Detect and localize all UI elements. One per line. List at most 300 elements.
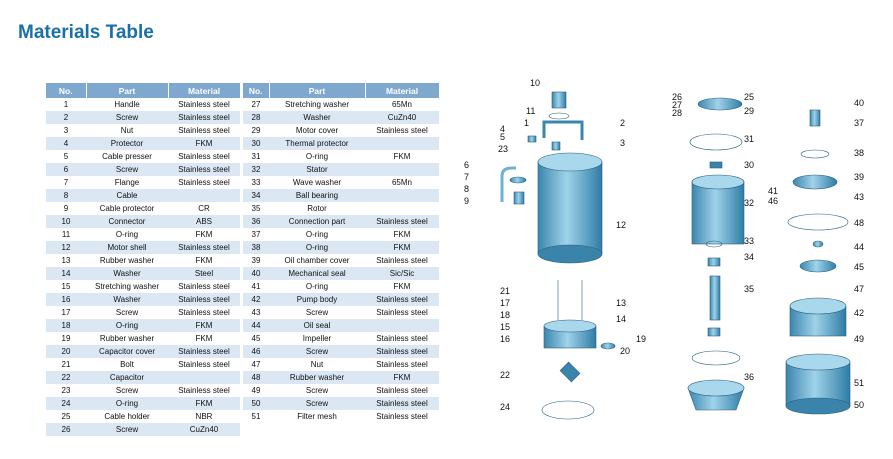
cell-no: 28 xyxy=(243,111,269,124)
table-row xyxy=(46,254,240,267)
table-row xyxy=(46,371,240,384)
table-row xyxy=(243,176,439,189)
cell-material: Sic/Sic xyxy=(365,267,439,280)
callout-label-51: 51 xyxy=(854,378,865,388)
cell-no: 6 xyxy=(46,163,86,176)
cell-material: Stainless steel xyxy=(168,150,240,163)
callout-label-38: 38 xyxy=(854,148,865,158)
cell-no: 38 xyxy=(243,241,269,254)
cell-part: Bolt xyxy=(86,358,168,371)
table-row xyxy=(46,384,240,397)
table-row xyxy=(46,163,240,176)
connector-part xyxy=(552,92,566,108)
table-row xyxy=(243,111,439,124)
cell-no: 23 xyxy=(46,384,86,397)
cell-part: Screw xyxy=(86,111,168,124)
o-ring-part xyxy=(692,351,740,365)
cell-part: Screw xyxy=(86,423,168,436)
cell-no: 26 xyxy=(46,423,86,436)
cell-part: Cable protector xyxy=(86,202,168,215)
cell-material: FKM xyxy=(168,332,240,345)
cell-material: Stainless steel xyxy=(168,163,240,176)
callout-label-40: 40 xyxy=(854,98,865,108)
cell-no: 2 xyxy=(46,111,86,124)
cell-part: Stretching washer xyxy=(269,98,365,111)
cell-material: Stainless steel xyxy=(168,345,240,358)
cell-material: Stainless steel xyxy=(365,254,439,267)
table-row xyxy=(243,332,439,345)
table-row xyxy=(243,124,439,137)
handle-part xyxy=(544,122,582,140)
o-ring-part xyxy=(801,150,829,158)
callout-label-41: 41 xyxy=(768,186,779,196)
callout-label-13: 13 xyxy=(616,298,627,308)
cell-no: 41 xyxy=(243,280,269,293)
cell-material: Stainless steel xyxy=(365,410,439,423)
filter-mesh-bottom xyxy=(786,398,850,414)
cell-material: FKM xyxy=(168,319,240,332)
flange-part xyxy=(510,177,526,183)
cell-no: 48 xyxy=(243,371,269,384)
cell-no: 20 xyxy=(46,345,86,358)
callout-label-14: 14 xyxy=(616,314,627,324)
table-row xyxy=(243,358,439,371)
cell-part: Capacitor cover xyxy=(86,345,168,358)
cell-material: Stainless steel xyxy=(168,124,240,137)
col-header-material: Material xyxy=(365,83,439,98)
cell-part: Protector xyxy=(86,137,168,150)
cell-material: Steel xyxy=(168,267,240,280)
cell-part: Flange xyxy=(86,176,168,189)
callout-label-26: 26 xyxy=(672,92,683,102)
cell-material xyxy=(365,319,439,332)
callout-label-32: 32 xyxy=(744,198,755,208)
table-row xyxy=(46,189,240,202)
callout-label-20: 20 xyxy=(620,346,631,356)
stator-top xyxy=(692,175,744,189)
table-row xyxy=(46,228,240,241)
cell-no: 44 xyxy=(243,319,269,332)
cell-no: 49 xyxy=(243,384,269,397)
table-row xyxy=(46,358,240,371)
cell-part: Screw xyxy=(86,163,168,176)
cell-material: 65Mn xyxy=(365,176,439,189)
callout-label-9: 9 xyxy=(464,196,470,206)
callout-label-2: 2 xyxy=(620,118,626,128)
stator-part xyxy=(692,182,744,244)
motor-cover-part xyxy=(698,98,742,110)
ball-bearing-part xyxy=(708,258,720,266)
cell-part: Handle xyxy=(86,98,168,111)
oil-seal-part xyxy=(813,241,823,247)
cell-material: NBR xyxy=(168,410,240,423)
cell-part: Capacitor xyxy=(86,371,168,384)
cell-material: Stainless steel xyxy=(365,345,439,358)
cell-material: Stainless steel xyxy=(168,293,240,306)
callout-label-24: 24 xyxy=(500,402,511,412)
cell-part: Cable xyxy=(86,189,168,202)
cell-no: 11 xyxy=(46,228,86,241)
cell-material xyxy=(365,163,439,176)
table-row xyxy=(46,215,240,228)
cell-material: Stainless steel xyxy=(365,332,439,345)
cell-no: 43 xyxy=(243,306,269,319)
mechanical-seal-part xyxy=(810,110,820,126)
table-row xyxy=(243,163,439,176)
table-row xyxy=(46,280,240,293)
cell-no: 47 xyxy=(243,358,269,371)
cell-no: 10 xyxy=(46,215,86,228)
table-row xyxy=(243,137,439,150)
cell-no: 40 xyxy=(243,267,269,280)
impeller-part xyxy=(800,260,836,272)
cell-no: 37 xyxy=(243,228,269,241)
exploded-pump-diagram xyxy=(440,70,888,450)
table-row xyxy=(46,293,240,306)
callout-label-19: 19 xyxy=(636,334,647,344)
cell-part: Screw xyxy=(269,384,365,397)
table-row xyxy=(46,124,240,137)
rubber-washer-part xyxy=(601,343,615,349)
cell-part: O-ring xyxy=(86,228,168,241)
cell-no: 18 xyxy=(46,319,86,332)
cell-no: 32 xyxy=(243,163,269,176)
callout-label-39: 39 xyxy=(854,172,865,182)
col-header-no: No. xyxy=(46,83,86,98)
cell-material: Stainless steel xyxy=(168,176,240,189)
cell-part: Cable holder xyxy=(86,410,168,423)
motor-shell-part xyxy=(538,162,602,254)
cell-no: 34 xyxy=(243,189,269,202)
cell-no: 25 xyxy=(46,410,86,423)
cell-part: Screw xyxy=(86,384,168,397)
callout-label-21: 21 xyxy=(500,286,511,296)
table-row xyxy=(243,228,439,241)
cell-material: Stainless steel xyxy=(365,358,439,371)
table-row xyxy=(243,280,439,293)
cable-presser-part xyxy=(552,142,560,150)
callout-label-46: 46 xyxy=(768,196,779,206)
table-row xyxy=(46,137,240,150)
cell-material: Stainless steel xyxy=(365,306,439,319)
table-row xyxy=(243,202,439,215)
callout-label-27: 27 xyxy=(672,100,683,110)
callout-label-37: 37 xyxy=(854,118,865,128)
callout-label-16: 16 xyxy=(500,334,511,344)
cell-part: Wave washer xyxy=(269,176,365,189)
table-row xyxy=(46,410,240,423)
table-body xyxy=(46,98,240,436)
callout-label-47: 47 xyxy=(854,284,865,294)
rotor-part xyxy=(710,276,720,320)
capacitor-part xyxy=(560,362,580,382)
cell-part: Rotor xyxy=(269,202,365,215)
connection-part-top xyxy=(688,380,744,396)
cell-part: Motor shell xyxy=(86,241,168,254)
cell-part: Cable presser xyxy=(86,150,168,163)
cell-part: O-ring xyxy=(269,241,365,254)
cell-material xyxy=(365,189,439,202)
callout-label-5: 5 xyxy=(500,132,506,142)
table-row xyxy=(46,345,240,358)
callout-label-22: 22 xyxy=(500,370,511,380)
cell-part: Thermal protector xyxy=(269,137,365,150)
cell-material: Stainless steel xyxy=(365,293,439,306)
callout-label-15: 15 xyxy=(500,322,511,332)
cell-material: ABS xyxy=(168,215,240,228)
callout-label-44: 44 xyxy=(854,242,865,252)
pump-body-top xyxy=(790,298,846,314)
cell-no: 22 xyxy=(46,371,86,384)
cell-material: FKM xyxy=(168,397,240,410)
motor-shell-top xyxy=(538,153,602,171)
cell-part: O-ring xyxy=(269,150,365,163)
callout-label-1: 1 xyxy=(524,118,530,128)
table-row xyxy=(243,150,439,163)
cell-no: 8 xyxy=(46,189,86,202)
cell-part: Screw xyxy=(269,397,365,410)
materials-table-left xyxy=(46,83,241,436)
table-body xyxy=(243,98,439,423)
cell-part: Screw xyxy=(269,345,365,358)
cell-material: Stainless steel xyxy=(168,358,240,371)
callout-label-6: 6 xyxy=(464,160,470,170)
motor-shell-bottom xyxy=(538,245,602,263)
cell-material: FKM xyxy=(365,280,439,293)
table-row xyxy=(46,176,240,189)
callout-label-17: 17 xyxy=(500,298,511,308)
cell-part: Impeller xyxy=(269,332,365,345)
cell-part: Stretching washer xyxy=(86,280,168,293)
callout-label-11: 11 xyxy=(526,106,536,116)
callout-label-4: 4 xyxy=(500,124,506,134)
cell-no: 29 xyxy=(243,124,269,137)
callout-label-7: 7 xyxy=(464,172,470,182)
cell-no: 12 xyxy=(46,241,86,254)
table-header-row xyxy=(243,83,439,98)
cell-no: 36 xyxy=(243,215,269,228)
cell-material xyxy=(365,202,439,215)
table-row xyxy=(46,306,240,319)
callout-label-45: 45 xyxy=(854,262,865,272)
cell-part: Connector xyxy=(86,215,168,228)
filter-mesh-top xyxy=(786,354,850,370)
cell-no: 50 xyxy=(243,397,269,410)
cell-material: CuZn40 xyxy=(168,423,240,436)
cell-no: 16 xyxy=(46,293,86,306)
cell-material: Stainless steel xyxy=(365,215,439,228)
cell-part: O-ring xyxy=(86,319,168,332)
cell-no: 14 xyxy=(46,267,86,280)
cell-material: Stainless steel xyxy=(168,384,240,397)
cell-material xyxy=(168,189,240,202)
callout-label-34: 34 xyxy=(744,252,755,262)
cell-part: Oil chamber cover xyxy=(269,254,365,267)
cell-material: Stainless steel xyxy=(168,111,240,124)
cell-material: FKM xyxy=(168,254,240,267)
cell-no: 15 xyxy=(46,280,86,293)
col-header-part: Part xyxy=(86,83,168,98)
cell-no: 46 xyxy=(243,345,269,358)
cell-part: Screw xyxy=(86,306,168,319)
cell-no: 24 xyxy=(46,397,86,410)
cell-material: Stainless steel xyxy=(168,98,240,111)
cell-no: 3 xyxy=(46,124,86,137)
thermal-protector-part xyxy=(710,162,722,168)
o-ring-part xyxy=(549,113,569,119)
cell-no: 39 xyxy=(243,254,269,267)
cell-no: 1 xyxy=(46,98,86,111)
cell-part: Washer xyxy=(86,293,168,306)
cell-part: Connection part xyxy=(269,215,365,228)
cell-part: Ball bearing xyxy=(269,189,365,202)
table-row xyxy=(243,241,439,254)
table-row xyxy=(46,202,240,215)
cell-material: Stainless steel xyxy=(365,384,439,397)
cell-no: 42 xyxy=(243,293,269,306)
cell-material: FKM xyxy=(365,241,439,254)
cell-part: O-ring xyxy=(86,397,168,410)
cell-material: Stainless steel xyxy=(365,124,439,137)
callout-label-42: 42 xyxy=(854,308,865,318)
cell-material: Stainless steel xyxy=(365,397,439,410)
table-row xyxy=(46,423,240,436)
cell-material xyxy=(168,371,240,384)
cell-material: CR xyxy=(168,202,240,215)
table-row xyxy=(243,293,439,306)
col-header-no: No. xyxy=(243,83,269,98)
cell-material: FKM xyxy=(365,228,439,241)
table-row xyxy=(46,267,240,280)
table-row xyxy=(243,98,439,111)
col-header-part: Part xyxy=(269,83,365,98)
cell-part: Stator xyxy=(269,163,365,176)
table-row xyxy=(46,332,240,345)
callout-label-33: 33 xyxy=(744,236,755,246)
cell-no: 27 xyxy=(243,98,269,111)
cell-part: O-ring xyxy=(269,280,365,293)
callout-label-18: 18 xyxy=(500,310,511,320)
table-row xyxy=(243,384,439,397)
cell-no: 13 xyxy=(46,254,86,267)
callout-label-10: 10 xyxy=(530,78,541,88)
cell-material: Stainless steel xyxy=(168,306,240,319)
table-row xyxy=(243,267,439,280)
cell-part: Rubber washer xyxy=(269,371,365,384)
callout-label-23: 23 xyxy=(498,144,509,154)
cell-part: Rubber washer xyxy=(86,332,168,345)
cell-part: Screw xyxy=(269,306,365,319)
callout-label-25: 25 xyxy=(744,92,755,102)
table-row xyxy=(46,397,240,410)
callout-label-50: 50 xyxy=(854,400,865,410)
table-row xyxy=(243,397,439,410)
cell-material xyxy=(365,137,439,150)
protector-part xyxy=(528,136,536,142)
cable-protector-part xyxy=(514,192,524,204)
cell-material: FKM xyxy=(168,137,240,150)
cell-no: 30 xyxy=(243,137,269,150)
cell-part: Nut xyxy=(269,358,365,371)
callout-label-29: 29 xyxy=(744,106,755,116)
cell-part: O-ring xyxy=(269,228,365,241)
callout-label-43: 43 xyxy=(854,192,865,202)
o-ring-part xyxy=(690,134,742,150)
cell-part: Mechanical seal xyxy=(269,267,365,280)
callout-label-49: 49 xyxy=(854,334,865,344)
col-header-material: Material xyxy=(168,83,240,98)
cell-no: 17 xyxy=(46,306,86,319)
cell-part: Filter mesh xyxy=(269,410,365,423)
materials-table-right xyxy=(243,83,440,423)
cell-no: 7 xyxy=(46,176,86,189)
table-row xyxy=(243,345,439,358)
cell-no: 31 xyxy=(243,150,269,163)
cell-no: 9 xyxy=(46,202,86,215)
callout-label-3: 3 xyxy=(620,138,626,148)
rubber-washer-part xyxy=(788,214,848,230)
pump-parts xyxy=(502,92,850,419)
table-row xyxy=(46,241,240,254)
cell-no: 4 xyxy=(46,137,86,150)
callout-label-30: 30 xyxy=(744,160,755,170)
cell-part: Oil seal xyxy=(269,319,365,332)
cell-material: FKM xyxy=(168,228,240,241)
callout-label-12: 12 xyxy=(616,220,627,230)
table-row xyxy=(46,150,240,163)
page-title: Materials Table xyxy=(18,22,154,43)
callout-label-48: 48 xyxy=(854,218,865,228)
table-row xyxy=(243,215,439,228)
table-row xyxy=(243,306,439,319)
cell-no: 51 xyxy=(243,410,269,423)
cell-part: Washer xyxy=(86,267,168,280)
cell-no: 35 xyxy=(243,202,269,215)
callout-label-31: 31 xyxy=(744,134,755,144)
callout-label-36: 36 xyxy=(744,372,755,382)
cell-part: Nut xyxy=(86,124,168,137)
table-row xyxy=(46,98,240,111)
cell-material: Stainless steel xyxy=(168,280,240,293)
o-ring-part xyxy=(542,401,594,419)
cell-no: 33 xyxy=(243,176,269,189)
cell-material: Stainless steel xyxy=(168,241,240,254)
cell-no: 19 xyxy=(46,332,86,345)
table-row xyxy=(243,254,439,267)
table-row xyxy=(243,319,439,332)
callout-label-8: 8 xyxy=(464,184,470,194)
table-row xyxy=(243,371,439,384)
ball-bearing-part xyxy=(708,328,720,336)
cell-no: 5 xyxy=(46,150,86,163)
table-row xyxy=(46,111,240,124)
cell-material: FKM xyxy=(365,371,439,384)
table-header-row xyxy=(46,83,240,98)
cell-material: CuZn40 xyxy=(365,111,439,124)
cell-part: Motor cover xyxy=(269,124,365,137)
table-row xyxy=(46,319,240,332)
cell-no: 21 xyxy=(46,358,86,371)
callout-label-35: 35 xyxy=(744,284,755,294)
cell-material: 65Mn xyxy=(365,98,439,111)
cell-part: Washer xyxy=(269,111,365,124)
oil-chamber-cover-part xyxy=(793,175,837,189)
callout-label-28: 28 xyxy=(672,108,683,118)
cell-part: Pump body xyxy=(269,293,365,306)
capacitor-cover-top xyxy=(544,320,596,332)
cell-part: Rubber washer xyxy=(86,254,168,267)
table-row xyxy=(243,189,439,202)
